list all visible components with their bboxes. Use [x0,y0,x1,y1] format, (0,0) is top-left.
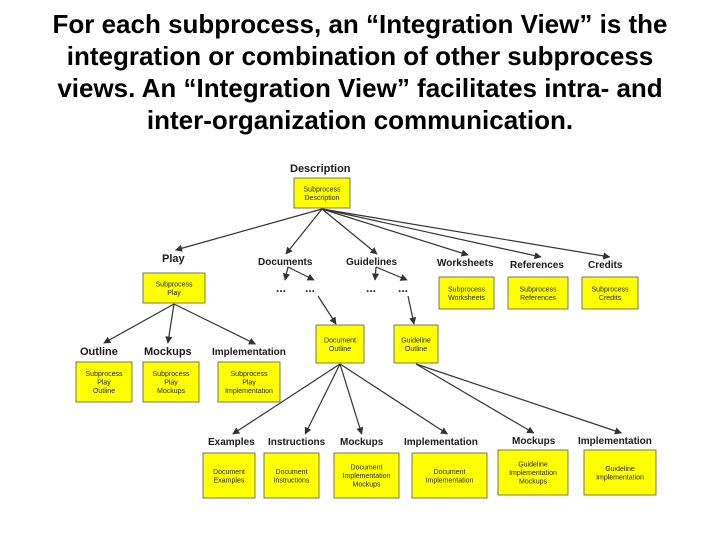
node-worksheets [437,258,494,309]
node-box-text: Document [213,468,245,476]
connector-description-to-references [322,209,541,257]
node-guide-implementation [578,436,656,495]
node-box-text: Play [164,379,178,387]
node-box-text: References [520,294,556,302]
connector-description-to-credits [322,209,610,257]
node-box-text: Guideline [401,337,431,345]
node-box-text: Subprocess [448,286,485,294]
node-play-mockups [143,346,199,402]
node-box-text: Document [324,337,356,345]
node-box-text: Subprocess [155,281,193,289]
node-box-text: Document [350,464,383,472]
node-box-text: Implementation [225,388,273,395]
node-label: Implementation [404,437,478,448]
node-box-text: Subprocess [230,371,268,378]
node-box-text: Outline [404,345,428,353]
node-box-text: Implementation [509,470,557,477]
node-doc-mockups [334,437,399,498]
node-guide-mockups [498,436,568,495]
node-label: Documents [258,257,313,268]
node-label: Mockups [512,436,556,447]
connector-guidelines-box [408,296,414,324]
connector-guidelines-branch-3 [375,267,376,280]
node-label: Play [162,253,185,265]
node-box-text: Mockups [352,481,381,489]
node-box-text: Subprocess [85,371,123,378]
node-box-text: Instructions [273,477,310,485]
node-box-text: Subprocess [303,186,341,194]
node-credits [582,260,638,309]
heading-line-2: integration or combination of other subprocess [66,41,654,71]
connector-guidelines-to-guide_implementation [416,364,621,433]
node-box-text: Guideline [518,461,548,469]
node-label: Mockups [144,346,192,358]
node-box-text: Outline [92,388,116,395]
connector-guidelines-to-guide_mockups [416,364,534,433]
node-box-text: Worksheets [448,294,485,302]
connector-play-to-play_mockups [168,304,174,343]
node-box-text: Outline [328,345,352,353]
node-doc-implementation [404,437,487,498]
node-box-text: Implementation [342,473,391,480]
node-label: References [510,260,564,271]
node-box-text: Implementation [596,474,644,482]
connector-description-to-guidelines [322,209,377,254]
connector-guidelines-branch-4 [376,267,407,280]
node-box-text: Credits [598,294,622,302]
node-description [290,163,351,208]
node-outline [76,346,132,402]
heading-line-4: inter-organization communication. [146,105,574,135]
ellipsis-1: ... [276,281,287,295]
node-play-implementation [212,347,286,402]
node-box-text: Examples [213,477,245,485]
connector-description-to-documents [286,209,322,254]
connector-description-to-worksheets [322,209,468,255]
node-label: Credits [588,260,623,271]
connector-documents-box [318,296,336,324]
node-play [143,253,205,303]
ellipsis-2: ... [305,281,316,295]
connector-documents-to-doc_mockups [340,364,362,434]
connector-documents-to-doc_implementation [340,364,447,434]
node-label: Examples [208,437,255,448]
ellipsis-3: ... [366,281,377,295]
node-box-text: Document [275,468,308,476]
node-label: Implementation [578,436,652,447]
node-box-text: Description [304,194,340,202]
node-box-text: Subprocess [591,286,629,294]
ellipsis-4: ... [398,281,409,295]
node-examples [203,437,255,498]
connector-play-to-play_implementation [174,304,255,344]
connector-documents-to-instructions [305,364,340,434]
node-box-text: Guideline [605,465,635,473]
node-box-text: Mockups [518,478,548,486]
node-box-text: Mockups [156,388,186,395]
heading-line-3: views. An “Integration View” facilitates intra- and [57,73,663,103]
node-references [508,260,568,309]
node-label: Mockups [340,437,384,448]
node-box-text: Play [97,379,111,387]
node-label: Implementation [212,347,286,358]
node-box-text: Subprocess [519,286,557,294]
node-label: Outline [80,346,118,358]
node-label: Worksheets [437,258,494,269]
connector-documents-branch-2 [288,267,314,280]
node-label: Instructions [268,437,326,448]
node-label: Description [290,163,351,175]
connector-play-to-outline [104,304,174,343]
connector-documents-branch-1 [285,267,288,280]
node-box-text: Implementation [425,477,474,485]
heading-line-1: For each subprocess, an “Integration View” is the [52,9,668,39]
node-box-text: Play [242,379,256,387]
node-box-text: Document [433,468,466,476]
node-box-text: Subprocess [152,371,190,378]
node-label: Guidelines [346,257,398,268]
node-box-text: Play [167,289,181,297]
node-instructions [264,437,326,498]
connector-description-to-play [176,209,322,250]
